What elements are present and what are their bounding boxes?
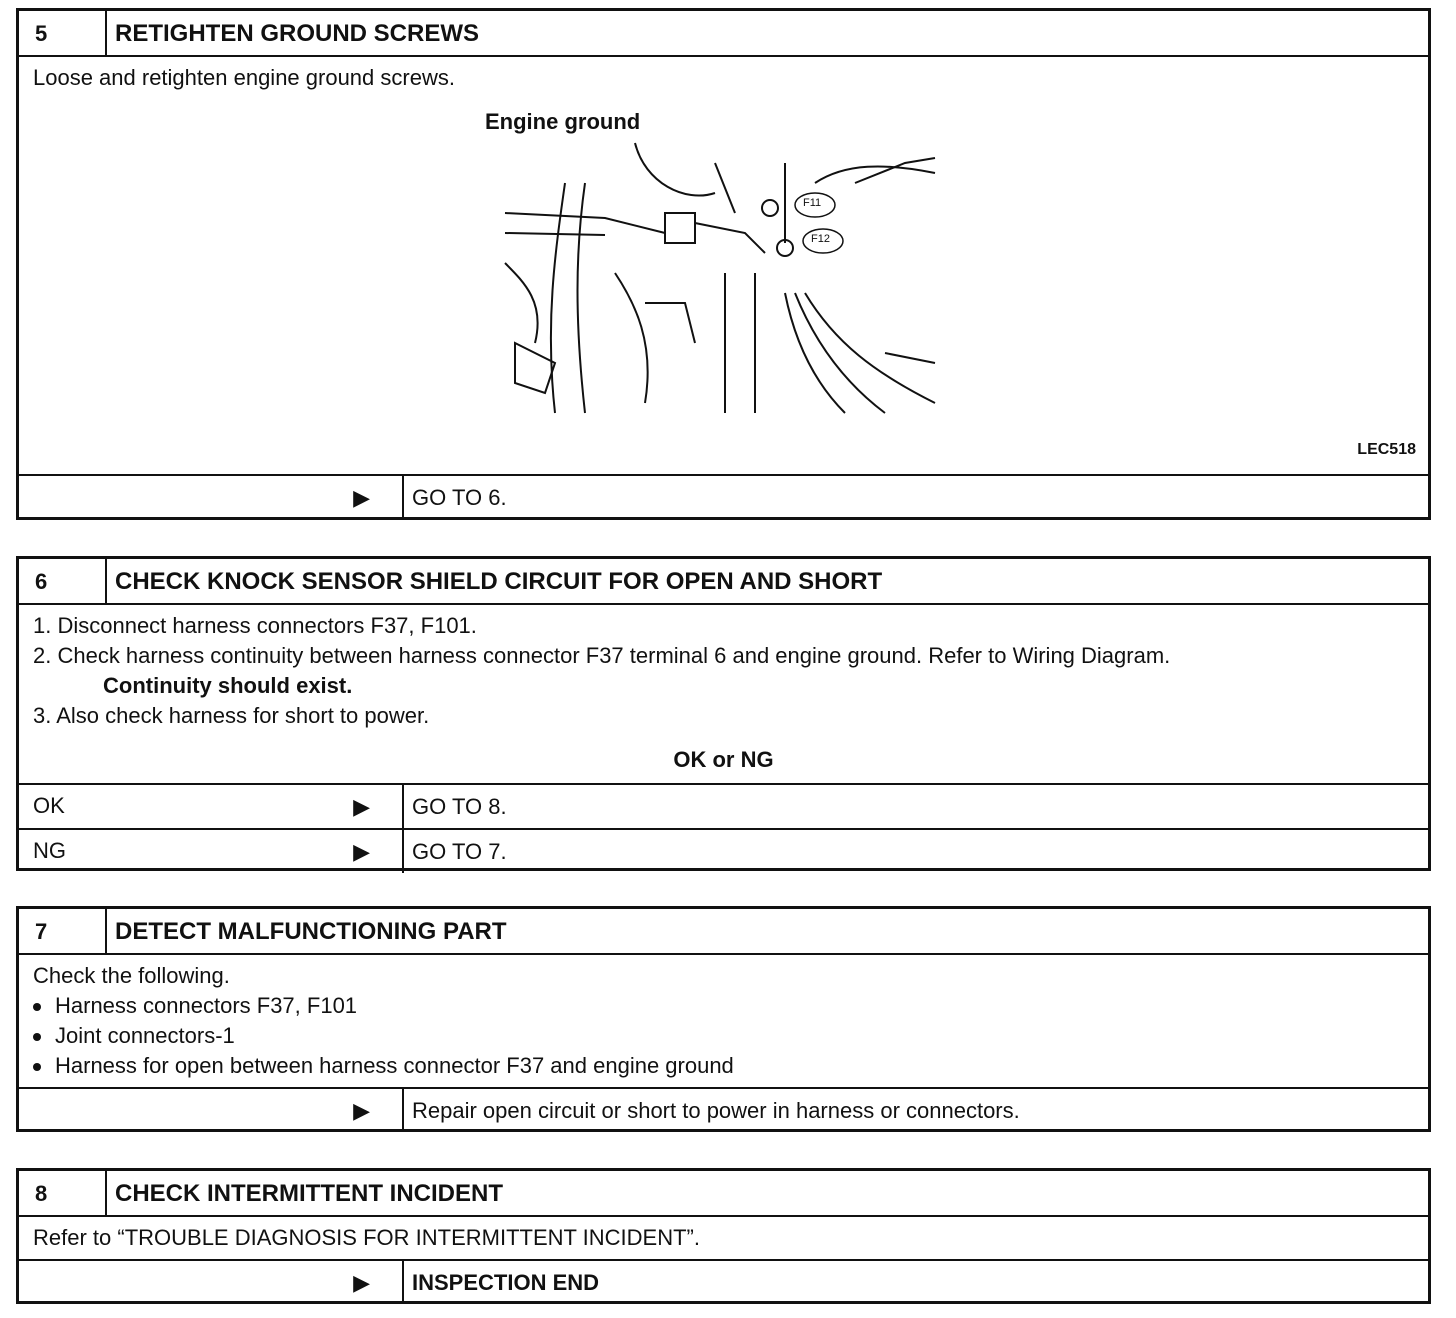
callout-f11-label: F11	[803, 197, 822, 209]
arrow-icon: ▶	[353, 485, 370, 510]
callout-f12-label: F12	[811, 233, 830, 245]
step-number: 6	[19, 559, 107, 603]
result-row	[19, 1087, 1428, 1132]
step-body	[19, 57, 1428, 474]
step-title: DETECT MALFUNCTIONING PART	[115, 918, 507, 945]
result-condition	[19, 830, 404, 873]
figure-label: Engine ground	[485, 109, 644, 135]
bullet-icon	[33, 1033, 41, 1041]
arrow-icon: ▶	[353, 794, 370, 819]
result-row-ok	[19, 783, 1428, 828]
condition-label: NG	[33, 838, 66, 863]
result-action: INSPECTION END	[412, 1270, 600, 1295]
condition-label: OK	[33, 793, 65, 818]
step-number: 8	[19, 1171, 107, 1215]
arrow-icon: ▶	[353, 839, 370, 864]
result-condition	[19, 476, 404, 519]
instruction-text: Refer to “TROUBLE DIAGNOSIS FOR INTERMITTENT INCIDENT”.	[33, 1225, 700, 1250]
step-header	[19, 1171, 1428, 1217]
list-item: Harness connectors F37, F101	[33, 991, 1414, 1021]
procedure-spec: Continuity should exist.	[103, 673, 353, 698]
result-row	[19, 1259, 1428, 1304]
result-action: GO TO 6.	[412, 485, 507, 510]
step-6	[16, 556, 1431, 871]
result-action: Repair open circuit or short to power in harness or connectors.	[412, 1098, 1020, 1123]
engine-ground-figure	[485, 109, 950, 423]
step-header	[19, 559, 1428, 605]
procedure-item: 1. Disconnect harness connectors F37, F101.	[33, 613, 477, 638]
intro-text: Check the following.	[33, 963, 230, 988]
bullet-icon	[33, 1063, 41, 1071]
result-row	[19, 474, 1428, 519]
figure-code: LEC518	[1357, 441, 1416, 458]
result-action: GO TO 8.	[412, 794, 507, 819]
result-condition	[19, 785, 404, 828]
arrow-icon: ▶	[353, 1270, 370, 1295]
step-header	[19, 11, 1428, 57]
engine-illustration	[485, 123, 950, 423]
instruction-text: Loose and retighten engine ground screws.	[33, 65, 455, 90]
result-row-ng	[19, 828, 1428, 873]
bullet-icon	[33, 1003, 41, 1011]
procedure-item: 3. Also check harness for short to power.	[33, 703, 430, 728]
step-7	[16, 906, 1431, 1132]
procedure-item: 2. Check harness continuity between harness connector F37 terminal 6 and engine ground. Refer to Wiring Diagram.	[33, 643, 1171, 668]
step-body	[19, 955, 1428, 1087]
step-title: CHECK KNOCK SENSOR SHIELD CIRCUIT FOR OPEN AND SHORT	[115, 568, 883, 595]
judgement-label: OK or NG	[673, 747, 774, 772]
step-5	[16, 8, 1431, 520]
result-action: GO TO 7.	[412, 839, 507, 864]
step-body	[19, 605, 1428, 783]
step-8	[16, 1168, 1431, 1304]
step-title: CHECK INTERMITTENT INCIDENT	[115, 1180, 503, 1207]
result-condition	[19, 1089, 404, 1132]
step-body	[19, 1217, 1428, 1259]
step-title: RETIGHTEN GROUND SCREWS	[115, 20, 480, 47]
list-item: Harness for open between harness connector F37 and engine ground	[33, 1051, 1414, 1081]
step-header	[19, 909, 1428, 955]
step-number: 5	[19, 11, 107, 55]
list-item: Joint connectors-1	[33, 1021, 1414, 1051]
arrow-icon: ▶	[353, 1098, 370, 1123]
step-number: 7	[19, 909, 107, 953]
result-condition	[19, 1261, 404, 1304]
